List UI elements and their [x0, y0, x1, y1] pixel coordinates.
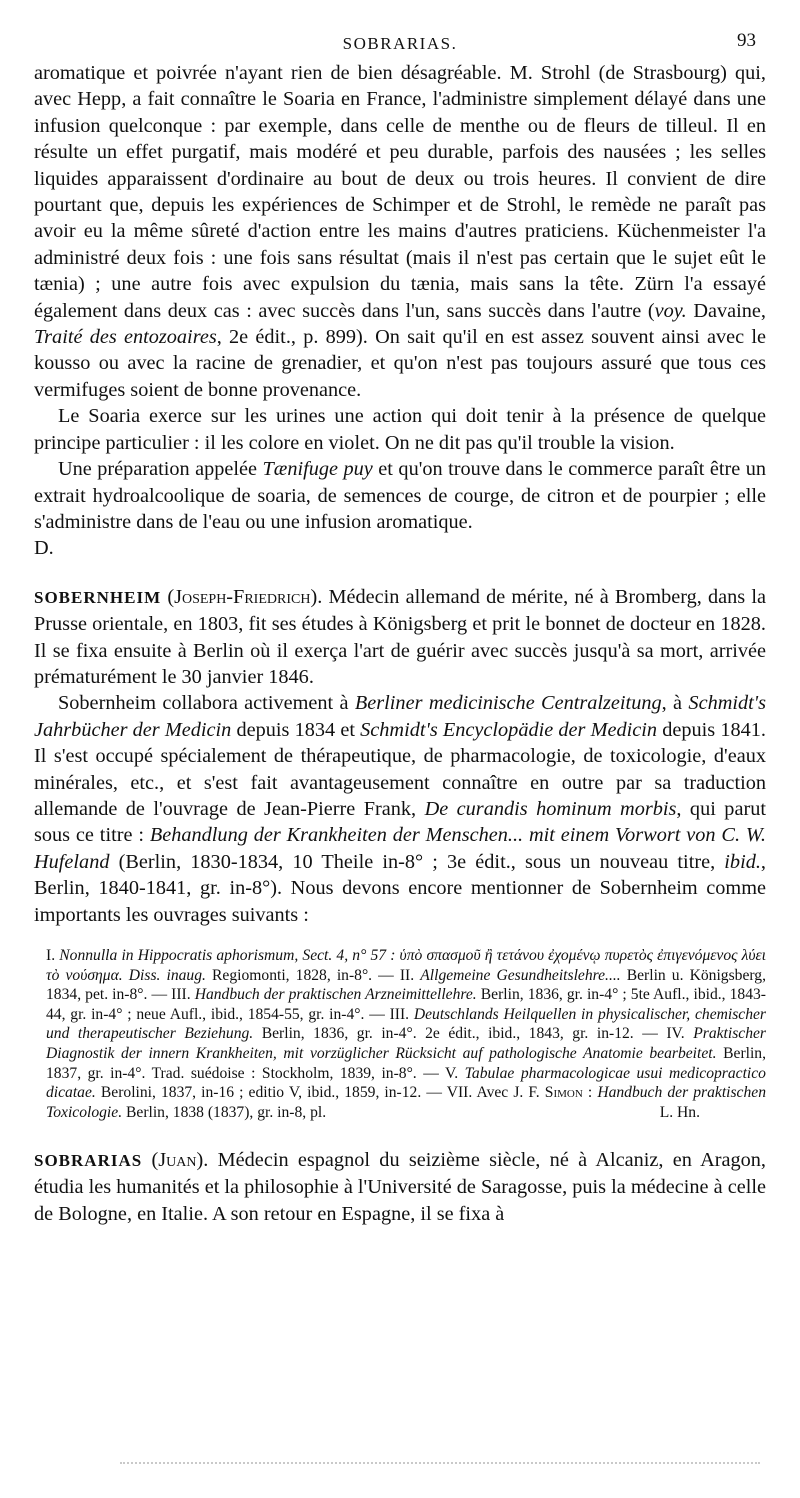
paragraph	[34, 690, 766, 928]
book-title: Tabulae pharmacologicae usui medicopractico dicatae.	[46, 1064, 766, 1102]
text-run: depuis 1834 et	[231, 718, 361, 741]
text-run: Berlin, 1836, gr. in-4° ; 5te Aufl., ibid., 1843-44, gr. in-4° ; neue Aufl., ibid., 1854-55, gr. in-4°. — III.	[46, 986, 766, 1023]
text-run: , à	[661, 692, 689, 715]
italic-run: voy.	[654, 299, 687, 322]
paragraph: Le Soaria exerce sur les urines une action qui doit tenir à la présence de quelque principe particulier : il les colore en violet. On ne dit pas qu'il trouble la vision.	[34, 405, 766, 454]
author-signature: L. Hn.	[659, 1104, 700, 1122]
page-number: 93	[737, 30, 756, 51]
running-title: SOBRARIAS.	[342, 34, 458, 53]
paragraph	[34, 60, 766, 403]
entry-sobrarias	[34, 1147, 766, 1227]
headword: SOBERNHEIM	[34, 587, 162, 607]
page-bottom-rule	[120, 1462, 760, 1464]
text-run: Berlin, 1837, gr. in-4°. Trad. suédoise : Stockholm, 1839, in-8°. — V.	[46, 1044, 766, 1082]
text-run: , 2e édit., p. 899). On sait qu'il en est assez souvent ainsi avec le kousso ou avec la racine de grenadier, et qu'on n'est pas toujours assuré que tous ces vermifuges soient de bonne provenance.	[34, 326, 766, 401]
text-run: Médecin espagnol du seizième siècle, né à Alcaniz, en Aragon, étudia les humanités et la philosophie à l'Université de Saragosse, puis la médecine à celle de Bologne, en Italie. A son retour en Espagne, il se fixa à	[34, 1148, 766, 1225]
book-title: Berliner medicinische Centralzeitung	[354, 692, 662, 715]
book-title: Behandlung der Krankheiten der Menschen... mit einem Vorwort von C. W. Hufeland	[34, 824, 766, 873]
text-run: , qui parut sous ce titre :	[34, 797, 766, 847]
entry-sobernheim	[34, 584, 766, 928]
paragraph	[34, 1147, 766, 1227]
text-run: Berlin u. Königsberg, 1834, pet. in-8°. — III.	[46, 966, 766, 1004]
italic-run: ibid.	[724, 850, 761, 873]
book-title: Praktischer Diagnostik der innern Krankheiten, mit vorzüglicher Rücksicht auf pathologische Anatomie bearbeitet.	[46, 1025, 766, 1062]
text-run: I.	[46, 947, 60, 964]
text-run: Une préparation appelée	[58, 458, 263, 481]
author-name: Simon	[544, 1084, 583, 1102]
headword: SOBRARIAS	[34, 1150, 143, 1170]
given-names: (Joseph-Friedrich).	[167, 585, 323, 608]
text-run: Berolini, 1837, in-16 ; editio V, ibid., 1859, in-12. — VII. Avec J. F.	[95, 1084, 545, 1102]
previous-entry-continuation	[34, 60, 766, 562]
book-title: De curandis hominum morbis	[424, 797, 677, 820]
bibliography	[34, 946, 766, 1123]
text-run: Berlin, 1838 (1837), gr. in-8, pl.	[122, 1103, 327, 1121]
book-title: Schmidt's Encyclopädie der Medicin	[360, 718, 658, 741]
italic-run: Tænifuge puy	[262, 458, 373, 481]
text-run: Regiomonti, 1828, in-8°. — II.	[205, 966, 421, 984]
text-run: depuis 1841. Il s'est occupé spécialement de thérapeutique, de pharmacologie, de toxicologie, d'eaux minérales, etc., et s'est fait avantageusement connaître en outre par sa traduction allemande de l'ouvrage de Jean-Pierre Frank,	[34, 718, 766, 820]
text-run: , Berlin, 1840-1841, gr. in-8°). Nous devons encore mentionner de Sobernheim comme importants les ouvrages suivants :	[34, 850, 766, 926]
book-title: Nonnulla in Hippocratis aphorismum, Sect. 4, n° 57 : ὑπὸ σπασμοῦ ἢ τετάνου ἐχομένῳ πυρετὸς ἐπιγενόμενος λύει τὸ νούσημα. Diss. inaug.	[46, 947, 766, 984]
paragraph	[34, 584, 766, 691]
book-title: Schmidt's Jahrbücher der Medicin	[34, 692, 766, 741]
author-signature: D.	[34, 537, 54, 560]
running-header	[34, 30, 766, 60]
text-run: Berlin, 1836, gr. in-4°. 2e édit., ibid., 1843, gr. in-12. — IV.	[253, 1025, 694, 1043]
book-title: Allgemeine Gesundheitslehre....	[420, 966, 621, 984]
text-run: (Berlin, 1830-1834, 10 Theile in-8° ; 3e édit., sous un nouveau titre,	[109, 850, 725, 873]
text-run: :	[582, 1084, 598, 1102]
given-names: (Juan).	[151, 1148, 209, 1171]
book-title: Traité des entozoaires	[34, 326, 217, 349]
bibliography-list	[46, 946, 766, 1122]
book-title: Handbuch der praktischen Toxicologie.	[46, 1084, 766, 1121]
paragraph	[34, 456, 766, 535]
text-run: Davaine,	[686, 299, 766, 322]
book-title: Handbuch der praktischen Arzneimittellehre.	[194, 986, 477, 1004]
text-run: Médecin allemand de mérite, né à Bromberg, dans la Prusse orientale, en 1803, fit ses études à Königsberg et prit le bonnet de docteur en 1828. Il se fixa ensuite à Berlin où il exerça l'art de guérir avec succès jusqu'à sa mort, arrivée prématurément le 30 janvier 1846.	[34, 585, 766, 688]
text-run: Sobernheim collabora activement à	[58, 692, 355, 715]
text-run: et qu'on trouve dans le commerce paraît être un extrait hydroalcoolique de soaria, de semences de courge, de citron et de pourpier ; elle s'administre dans de l'eau ou une infusion aromatique.	[34, 458, 766, 533]
text-run: aromatique et poivrée n'ayant rien de bien désagréable. M. Strohl (de Strasbourg) qui, avec Hepp, a fait connaître le Soaria en France, l'administre simplement délayé dans une infusion quelconque : par exemple, dans celle de menthe ou de fleurs de tilleul. Il en résulte un effet purgatif, mais modéré et peu durable, parfois des nausées ; les selles liquides apparaissent d'ordinaire au bout de deux ou trois heures. Il convient de dire pourtant que, depuis les expériences de Schimper et de Strohl, le remède ne paraît pas avoir eu la même sûreté d'action entre les mains d'autres praticiens. Küchenmeister l'a administré deux fois : une fois sans résultat (mais il n'est pas certain que le sujet eût le tænia) ; une autre fois avec expulsion du tænia, mais sans la tête. Zürn l'a essayé également dans deux cas : avec succès dans l'un, sans succès dans l'autre (	[34, 62, 766, 322]
book-title: Deutschlands Heilquellen in physicalischer, chemischer und therapeutischer Beziehung.	[46, 1005, 766, 1043]
